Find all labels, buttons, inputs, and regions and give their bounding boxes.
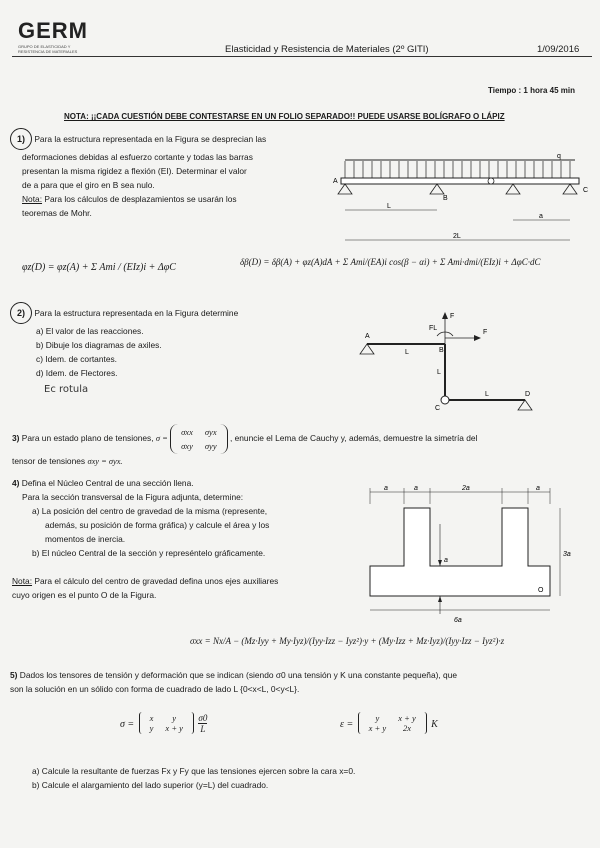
q4-intro: Para la sección transversal de la Figura adjunta, determine: — [22, 492, 244, 502]
q4-dim-6a: 6a — [454, 617, 462, 624]
q2-hinge-C — [441, 396, 449, 404]
q4-nota-text: Para el cálculo del centro de gravedad defina unos ejes auxiliares — [34, 576, 279, 586]
q4-item-a1: a) La posición del centro de gravedad de la misma (represente, — [32, 506, 268, 516]
exam-note: NOTA: ¡¡CADA CUESTIÓN DEBE CONTESTARSE EN UN FOLIO SEPARADO!! PUEDE USARSE BOLÍGRAFO O LÁPIZ — [64, 112, 505, 121]
q4-title: Defina el Núcleo Central de una sección llena. — [21, 478, 194, 488]
q5-L: L — [200, 723, 206, 734]
q2-label-FL: FL — [429, 325, 438, 332]
q4-dim-aplus: a — [444, 557, 448, 564]
q1-hinge — [488, 178, 494, 184]
q5-item-b: b) Calcule el alargamiento del lado superior (y=L) del cuadrado. — [32, 780, 269, 790]
germ-logo — [18, 18, 88, 54]
q5-stress-tensor — [120, 712, 207, 734]
q5-eps-matrix — [358, 712, 427, 734]
q1-formula-displacement: δβ(D) = δβ(A) + φz(A)dA + Σ Ami/(EA)i cos(β − αi) + Σ Ami·dmi/(EIz)i + ΔφC·dC — [240, 257, 541, 267]
q2-intro: Para la estructura representada en la Figura determine — [34, 308, 239, 318]
question-2 — [10, 302, 310, 397]
q2-label-D: D — [525, 391, 531, 398]
q4-section-figure — [360, 484, 580, 634]
q1-label-q: q — [557, 153, 561, 160]
q3-number: 3) — [12, 433, 20, 444]
question-4 — [12, 476, 362, 560]
q1-label-a: a — [539, 213, 543, 220]
q2-item-d: d) Idem. de Flectores. — [36, 368, 118, 378]
q2-label-L2: L — [437, 369, 441, 376]
q4-dim-a1: a — [384, 485, 388, 492]
q4-nota — [12, 574, 362, 602]
q3-text-c: tensor de tensiones — [12, 456, 86, 466]
q1-text — [10, 128, 320, 220]
q5-strain-tensor — [340, 712, 438, 734]
q2-support-A — [360, 344, 374, 354]
q5-s21: y — [149, 723, 154, 733]
q4-item-b: b) El núcleo Central de la sección y represéntelo gráficamente. — [32, 548, 266, 558]
q2-label-F-vert: F — [450, 313, 455, 320]
q3-matrix — [170, 424, 228, 454]
q1-label-A: A — [333, 178, 338, 185]
q1-beam — [341, 178, 579, 184]
q5-s12: y — [172, 713, 177, 723]
q1-nota-text: Para los cálculos de desplazamientos se usarán los — [44, 194, 237, 204]
q1-line1: Para la estructura representada en la Figura se desprecian las — [34, 134, 267, 144]
q4-number: 4) — [12, 478, 20, 488]
q5-number: 5) — [10, 670, 18, 680]
q2-item-a: a) El valor de las reacciones. — [36, 326, 144, 336]
header-rule — [12, 56, 592, 57]
q4-section-outline — [370, 508, 550, 596]
q5-sigma-matrix — [139, 712, 194, 734]
q5-e22: 2x — [402, 723, 411, 733]
q5-text2: son la solución en un sólido con forma de cuadrado de lado L {0<x<L, 0<y<L}. — [10, 684, 300, 694]
q3-m11: σxx — [181, 427, 193, 437]
exam-date: 1/09/2016 — [537, 44, 580, 55]
q3-m12: σyx — [204, 427, 217, 437]
q1-load-arrows — [345, 161, 570, 178]
q2-handwritten-note: Ec rotula — [44, 384, 89, 395]
q2-item-b: b) Dibuje los diagramas de axiles. — [36, 340, 162, 350]
q1-support-B — [430, 184, 444, 194]
q4-nota-label: Nota: — [12, 576, 33, 586]
q4-item-a3: momentos de inercia. — [45, 534, 126, 544]
exam-time: Tiempo : 1 hora 45 min — [488, 86, 575, 95]
q1-label-2L: 2L — [453, 233, 461, 240]
q1-line2: deformaciones debidas al esfuerzo cortante y todas las barras — [22, 152, 253, 162]
q2-label-B: B — [439, 347, 444, 354]
q1-support-C — [563, 184, 577, 194]
q1-nota-label: Nota: — [22, 194, 43, 204]
q2-support-D — [518, 400, 532, 410]
q2-label-L3: L — [485, 391, 489, 398]
logo-subtitle: GRUPO DE ELASTICIDAD Y RESISTENCIA DE MATERIALES — [18, 44, 78, 54]
q5-eps-label: ε = — [340, 719, 354, 731]
q1-line3: presentan la misma rigidez a flexión (EI). Determinar el valor — [22, 166, 247, 176]
q3-m21: σxy — [181, 441, 193, 451]
question-5 — [10, 668, 595, 696]
q5-s11: x — [149, 713, 154, 723]
q3-text-d: σxy = σyx. — [87, 457, 123, 466]
q4-nota-text2: cuyo origen es el punto O de la Figura. — [12, 590, 157, 600]
q5-sigma-label: σ = — [120, 719, 135, 731]
q1-beam-figure — [325, 150, 595, 250]
q1-label-C: C — [583, 187, 589, 194]
q4-formula: σxx = Nx/A − (Mz·Iyy + My·Iyz)/(Iyy·Izz − Iyz²)·y + (My·Izz + Mz·Iyz)/(Iyy·Izz − Iyz²)·z — [190, 636, 505, 646]
q2-number-circle: 2) — [10, 302, 32, 324]
q2-frame-figure — [345, 308, 545, 418]
q3-sigma: σ = — [155, 434, 168, 444]
q2-label-A: A — [365, 333, 370, 340]
q5-items — [32, 764, 592, 792]
q5-e21: x + y — [368, 723, 387, 733]
q2-label-F-horiz: F — [483, 329, 488, 336]
q5-text1: Dados los tensores de tensión y deformación que se indican (siendo σ0 una tensión y K una constante pequeña), que — [19, 670, 458, 680]
q5-item-a: a) Calcule la resultante de fuerzas Fx y Fy que las tensiones ejercen sobre la cara x=0. — [32, 766, 356, 776]
q4-dim-2a: 2a — [462, 485, 470, 492]
q1-formula-rotation: φz(D) = φz(A) + Σ Ami / (EIz)i + ΔφC — [22, 262, 176, 273]
q5-s22: x + y — [165, 723, 183, 733]
logo-text: GERM — [18, 18, 88, 43]
q5-sigma0: σ0 — [198, 712, 208, 723]
q5-K: K — [431, 719, 438, 731]
q1-line4: de a para que el giro en B sea nulo. — [22, 180, 155, 190]
q5-e12: x + y — [398, 713, 416, 723]
q3-text-b: , enuncie el Lema de Cauchy y, además, demuestre la simetría del — [229, 433, 478, 444]
q4-dim-a2: a — [414, 485, 418, 492]
q1-label-L: L — [387, 203, 391, 210]
q1-nota-text2: teoremas de Mohr. — [22, 208, 92, 218]
q2-item-c: c) Idem. de cortantes. — [36, 354, 117, 364]
course-title: Elasticidad y Resistencia de Materiales (2º GITI) — [225, 44, 429, 55]
q1-label-B: B — [443, 195, 448, 202]
q2-label-C: C — [435, 405, 441, 412]
q2-label-L1: L — [405, 349, 409, 356]
q4-dim-3a: 3a — [563, 551, 571, 558]
q4-dim-a4: a — [536, 485, 540, 492]
q1-support-A — [338, 184, 352, 194]
q1-number-circle: 1) — [10, 128, 32, 150]
q3-text-a: Para un estado plano de tensiones, — [21, 433, 154, 444]
q4-item-a2: además, su posición de forma gráfica) y calcule el área y los — [45, 520, 270, 530]
q3-m22: σyy — [204, 441, 217, 451]
q5-e11: y — [375, 713, 380, 723]
question-1 — [10, 128, 320, 220]
question-3 — [12, 424, 592, 469]
q4-origin-O: O — [538, 587, 544, 594]
q1-support-mid — [506, 184, 520, 194]
